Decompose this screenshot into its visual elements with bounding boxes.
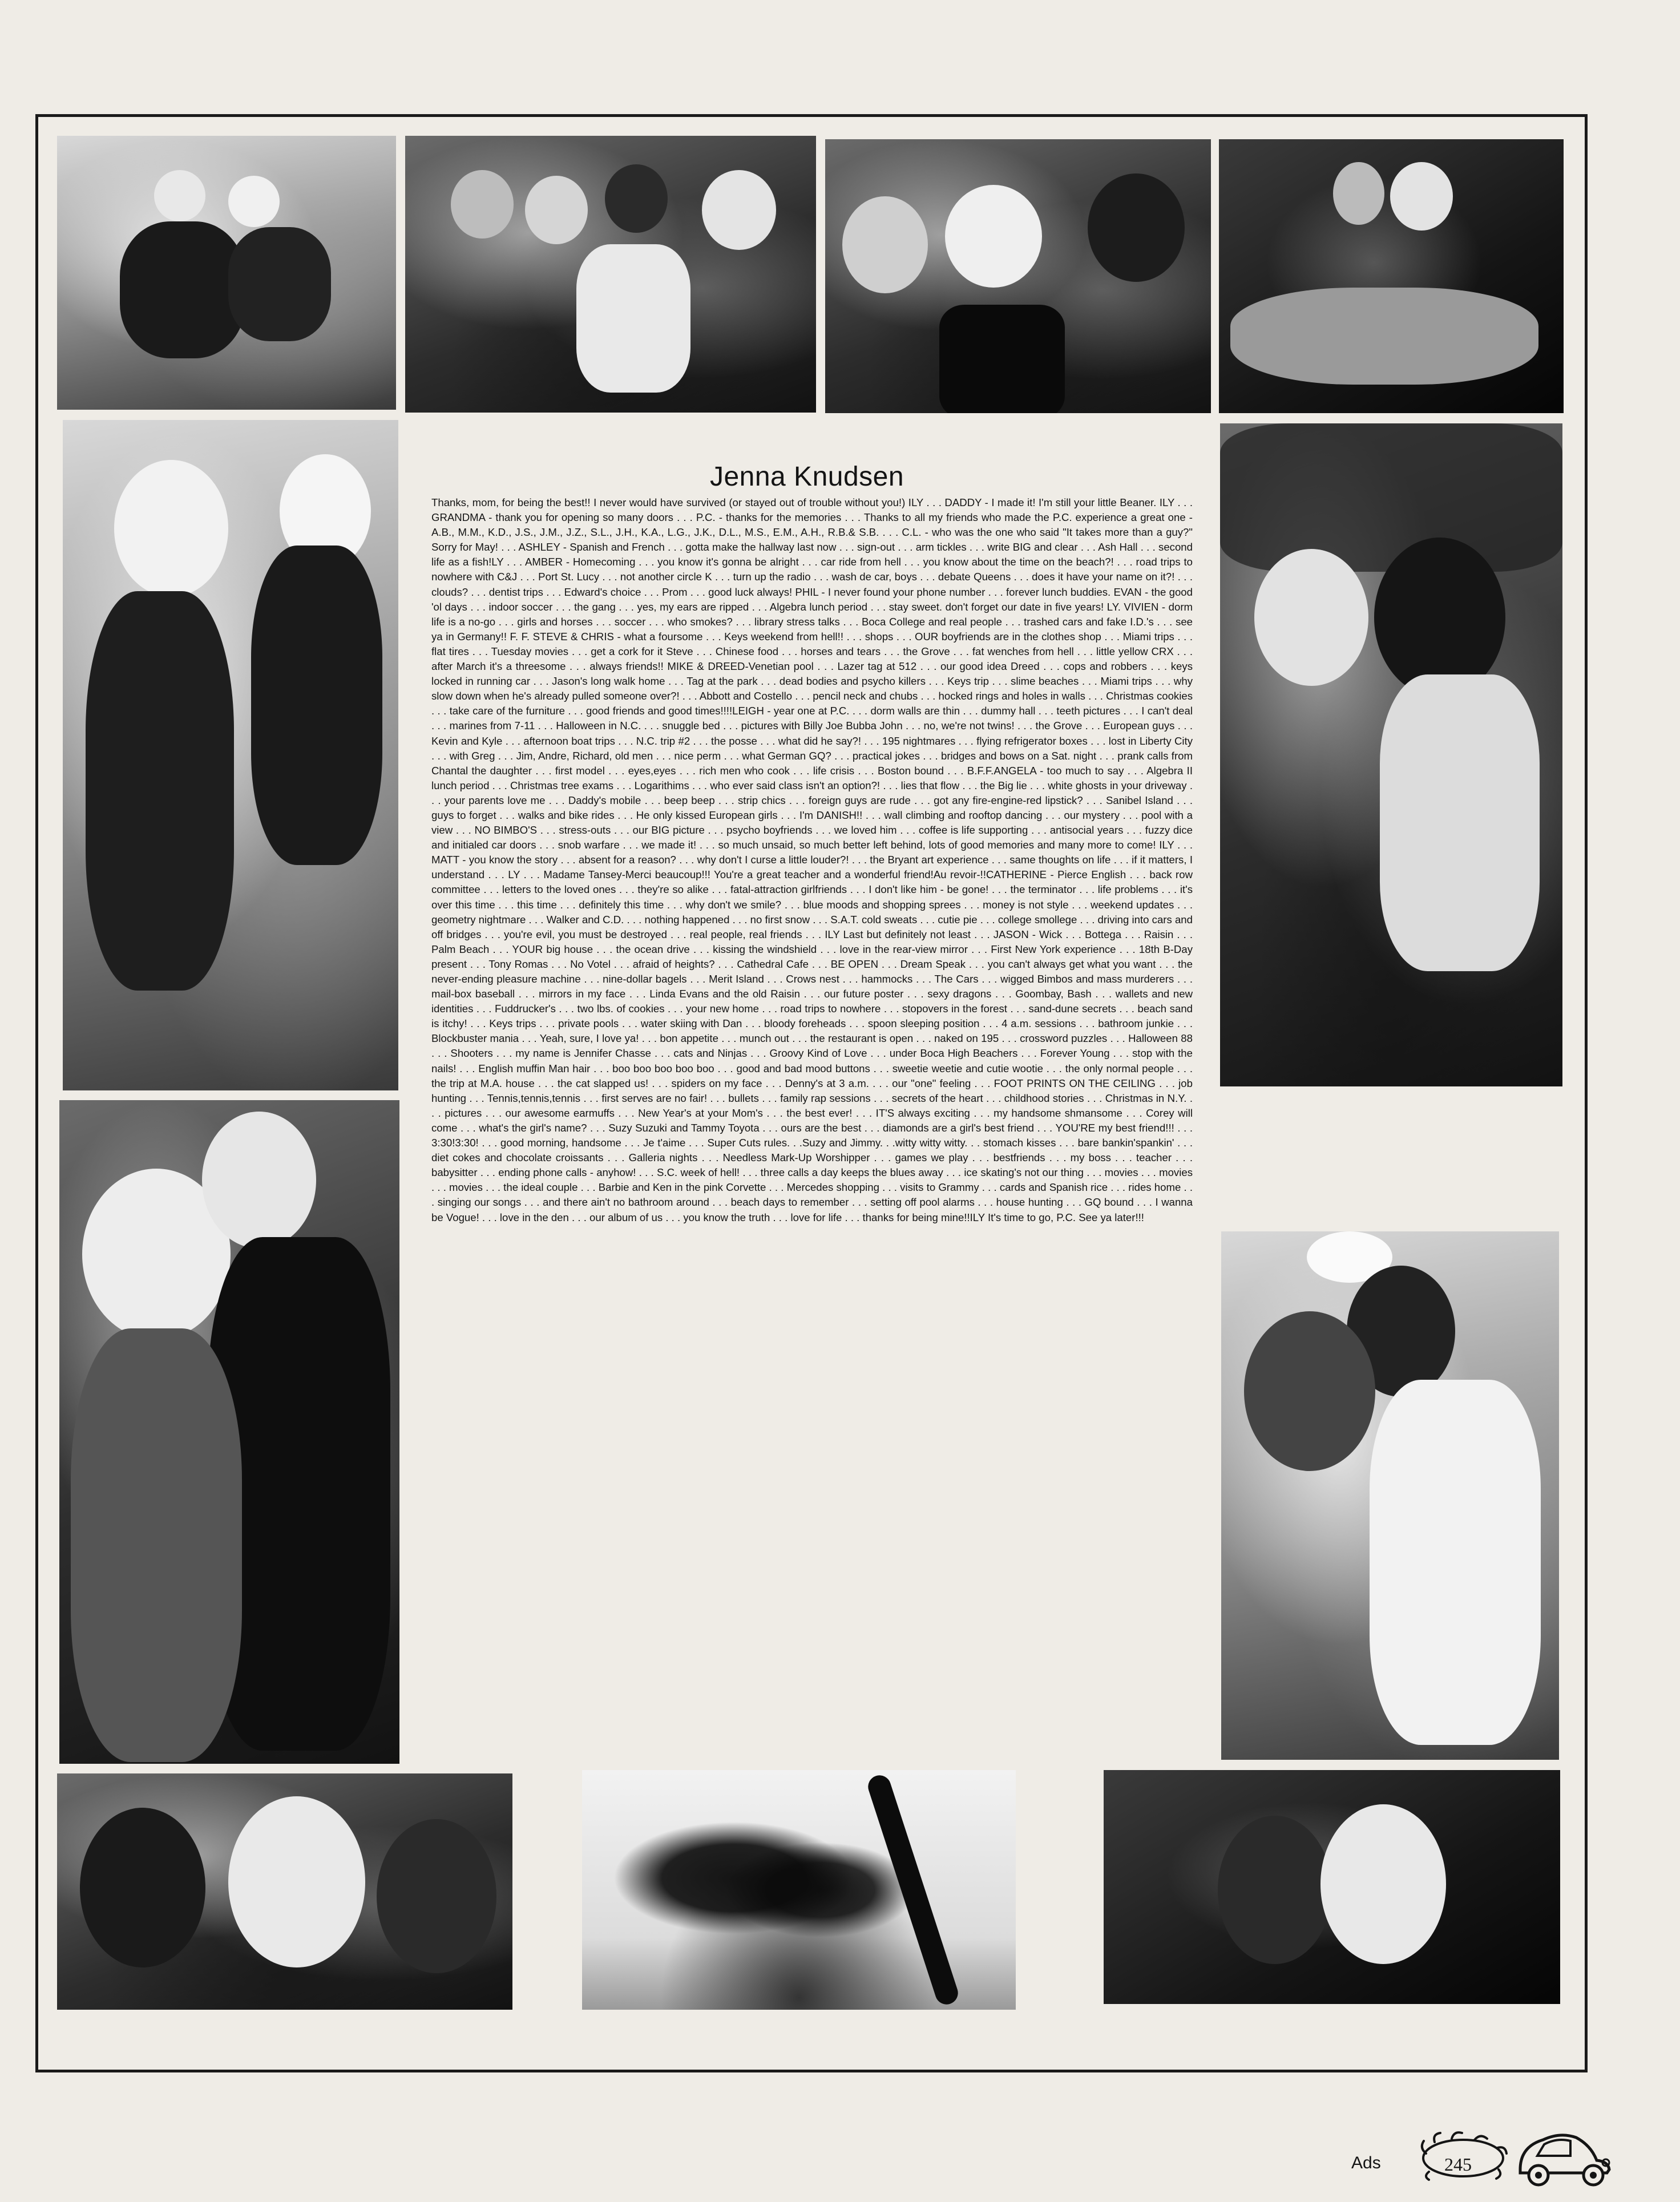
- photo-prom-couple: [59, 1100, 399, 1764]
- photo-two-girls-palm-tree: [1220, 423, 1562, 1086]
- senior-message: Thanks, mom, for being the best!! I never would have survived (or stayed out of trouble without you!) ILY . . . DADDY - I made it! I'm still your little Beaner. ILY . . . GRANDMA - thank you for opening so many doors . . . P.C. - thanks for the memories . . . Thanks to all my friends who made the P.C. experience a great one - A.B., M.M., K.D., J.S., J.M., J.Z., S.L., J.H., K.A., L.G., J.K., D.L., M.S., E.M., A.H., R.B.& S.B. . . . C.L. - who was the one who said "It takes more than a guy?" Sorry for May! . . . ASHLEY - Spanish and French . . . gotta make the hallway last now . . . sign-out . . . arm tickles . . . write BIG and clear . . . Ash Hall . . . second life as a fish!LY . . . AMBER - Homecoming . . . you know it's gonna be alright . . . car ride from hell . . . you know about the time on the beach?! . . . road trips to nowhere with C&J . . . Port St. Lucy . . . not another circle K . . . turn up the radio . . . wash de car, boys . . . debate Queens . . . does it have your name on it?! . . . clouds? . . . dentist trips . . . Edward's choice . . . Prom . . . good luck always! PHIL - I never found your phone number . . . forever lunch buddies. EVAN - the good 'ol days . . . indoor soccer . . . the gang . . . yes, my ears are ripped . . . Algebra lunch period . . . stay sweet. don't forget our date in five years! LY. VIVIEN - dorm life is a no-go . . . girls and horses . . . soccer . . . who smokes? . . . library stress talks . . . Boca College and real people . . . trashed cars and fake I.D.'s . . . see ya in Germany!! F. F. STEVE & CHRIS - what a foursome . . . Keys weekend from hell!! . . . shops . . . OUR boyfriends are in the clothes shop . . . Miami trips . . . flat tires . . . Tuesday movies . . . get a cork for it Steve . . . Chinese food . . . horses and tears . . . the Grove . . . fat wenches from hell . . . little yellow CRX . . . after March it's a threesome . . . always friends!! MIKE & DREED-Venetian pool . . . Lazer tag at 512 . . . our good idea Dreed . . . cops and robbers . . . keys locked in running car . . . Jason's long walk home . . . Tag at the park . . . dead bodies and psycho killers . . . Keys trip . . . slime beaches . . . Miami trips . . . why slow down when he's already pulled someone over?! . . . Abbott and Costello . . . pencil neck and chubs . . . hocked rings and holes in walls . . . Christmas cookies . . . take care of the furniture . . . good friends and good times!!!!LEIGH - year one at P.C. . . . dorm walls are thin . . . dummy hall . . . teeth pictures . . . I can't deal . . . marines from 7-11 . . . Halloween in N.C. . . . snuggle bed . . . pictures with Billy Joe Bubba John . . . no, we're not twins! . . . the Grove . . . European guys . . . Kevin and Kyle . . . afternoon boat trips . . . N.C. trip #2 . . . the posse . . . what did he say?! . . . 195 nightmares . . . flying refrigerator boxes . . . lost in Liberty City . . . with Greg . . . Jim, Andre, Richard, old men . . . nice perm . . . what German GQ? . . . practical jokes . . . bridges and bows on a Sat. night . . . prank calls from Chantal the daughter . . . first model . . . eyes,eyes . . . rich men who cook . . . life crisis . . . Boston bound . . . B.F.F.ANGELA - too much to say . . . Algebra II lunch period . . . Christmas tree exams . . . Logarithims . . . who ever said class isn't an option?! . . . lies that flow . . . the Big lie . . . white ghosts in your driveway . . . your parents love me . . . Daddy's mobile . . . beep beep . . . strip chics . . . foreign guys are rude . . . got any fire-engine-red lipstick? . . . Sanibel Island . . . guys to forget . . . walks and bike rides . . . He only kissed European girls . . . I'm DANISH!! . . . wall climbing and rooftop dancing . . . our mystery . . . pool with a view . . . NO BIMBO'S . . . stress-outs . . . our BIG picture . . . psycho boyfriends . . . we loved him . . . coffee is life supporting . . . antisocial years . . . fuzzy dice and initialed car doors . . . snob warfare . . . we made it! . . . so much unsaid, so much better left behind, lots of good memories and many more to come! ILY . . . MATT - you know the story . . . absent for a reason? . . . why don't I curse a little louder?! . . . the Bryant art experience . . . same thoughts on life . . . if it matters, I understand . . . LY . . . Madame Tansey-Merci beaucoup!!! You're a great teacher and a wonderful friend!Au revoir-!!CATHERINE - Pierce English . . . back row committee . . . letters to the loved ones . . . they're so alike . . . fatal-attraction girlfriends . . . I don't like him - be gone! . . . the terminator . . . life problems . . . it's over this time . . . this time . . . definitely this time . . . why don't we smile? . . . blue moods and shopping sprees . . . money is not style . . . weekend updates . . . geometry nightmare . . . Walker and C.D. . . . nothing happened . . . no first snow . . . S.A.T. cold sweats . . . cutie pie . . . college smollege . . . driving into cars and off bridges . . . you're evil, you must be destroyed . . . real people, real friends . . . ILY Last but definitely not least . . . JASON - Wick . . . Bottega . . . Raisin . . . Palm Beach . . . YOUR big house . . . the ocean drive . . . kissing the windshield . . . love in the rear-view mirror . . . First New York experience . . . 18th B-Day present . . . Tony Romas . . . No Votel . . . afraid of heights? . . . Cathedral Cafe . . . BE OPEN . . . Dream Speak . . . you can't always get what you want . . . the never-ending pleasure machine . . . nine-dollar bagels . . . Merit Island . . . Crows nest . . . hammocks . . . The Cars . . . wigged Bimbos and mass murderers . . . mail-box baseball . . . mirrors in my face . . . Linda Evans and the old Raisin . . . our future poster . . . sexy dragons . . . Goombay, Bash . . . wallets and new identities . . . Fuddrucker's . . . two lbs. of cookies . . . your new home . . . road trips to nowhere . . . stopovers in the forest . . . sand-dune secrets . . . beach sand is itchy! . . . Keys trips . . . private pools . . . water skiing with Dan . . . bloody foreheads . . . spoon sleeping position . . . 4 a.m. sessions . . . bathroom junkie . . . Blockbuster mania . . . Yeah, sure, I love ya! . . . bon appetite . . . munch out . . . the restaurant is open . . . naked on 195 . . . crossword puzzles . . . Halloween 88 . . . Shooters . . . my name is Jennifer Chasse . . . cats and Ninjas . . . Groovy Kind of Love . . . under Boca High Beachers . . . Forever Young . . . stop with the nails! . . . English muffin Man hair . . . boo boo boo boo boo . . . good and bad mood buttons . . . sweetie weetie and cutie wootie . . . the only normal people . . . the trip at M.A. house . . . the cat slapped us! . . . spiders on my face . . . Denny's at 3 a.m. . . . our "one" feeling . . . FOOT PRINTS ON THE CEILING . . . job hunting . . . Tennis,tennis,tennis . . . first serves are no fair! . . . bullets . . . family rap sessions . . . secrets of the heart . . . childhood stories . . . Christmas in N.Y. . . . pictures . . . our awesome earmuffs . . . New Year's at your Mom's . . . the best ever! . . . IT'S always exciting . . . my handsome shmansome . . . Corey will come . . . what's the girl's name? . . . Suzy Suzuki and Tammy Toyota . . . ours are the best . . . diamonds are a girl's best friend . . . YOU'RE my best friend!!! . . . 3:30!3:30! . . . good morning, handsome . . . Je t'aime . . . Super Cuts rules. . .Suzy and Jimmy. . .witty witty witty. . . stomach kisses . . . bare bankin'spankin' . . . diet cokes and chocolate croissants . . . Galleria nights . . . Needless Mark-Up Worshipper . . . games we play . . . bestfriends . . . my boss . . . teacher . . . babysitter . . . ending phone calls - anyhow! . . . S.C. week of hell! . . . three calls a day keeps the blues away . . . ice skating's not our thing . . . movies . . . movies . . . movies . . . the ideal couple . . . Barbie and Ken in the pink Corvette . . . Mercedes shopping . . . visits to Grammy . . . cards and Spanish rice . . . rides home . . . singing our songs . . . and there ain't no bathroom around . . . beach days to remember . . . setting off pool alarms . . . house hunting . . . GQ bound . . . I wanna be Vogue! . . . love in the den . . . our album of us . . . you know the truth . . . love for life . . . thanks for being mine!!ILY It's time to go, P.C. See ya later!!!: [431, 496, 1193, 1223]
- photo-group-of-four: [405, 136, 816, 413]
- page-number: 245: [1444, 2154, 1472, 2175]
- photo-couple-alligator: [1219, 139, 1564, 413]
- photo-two-girls-night: [1104, 1770, 1560, 2004]
- car-cartoon-icon: [1412, 2119, 1617, 2188]
- photo-couple-ocean: [1221, 1231, 1559, 1760]
- photo-three-friends-closeup: [57, 1773, 512, 2010]
- photo-silhouette-kiss: [582, 1770, 1016, 2010]
- photo-two-girls-sunglasses: [63, 420, 398, 1090]
- page-title: Jenna Knudsen: [709, 462, 904, 492]
- photo-beach-duo: [57, 136, 396, 410]
- photo-three-girls-formal: [825, 139, 1211, 413]
- section-label: Ads: [1351, 2153, 1381, 2172]
